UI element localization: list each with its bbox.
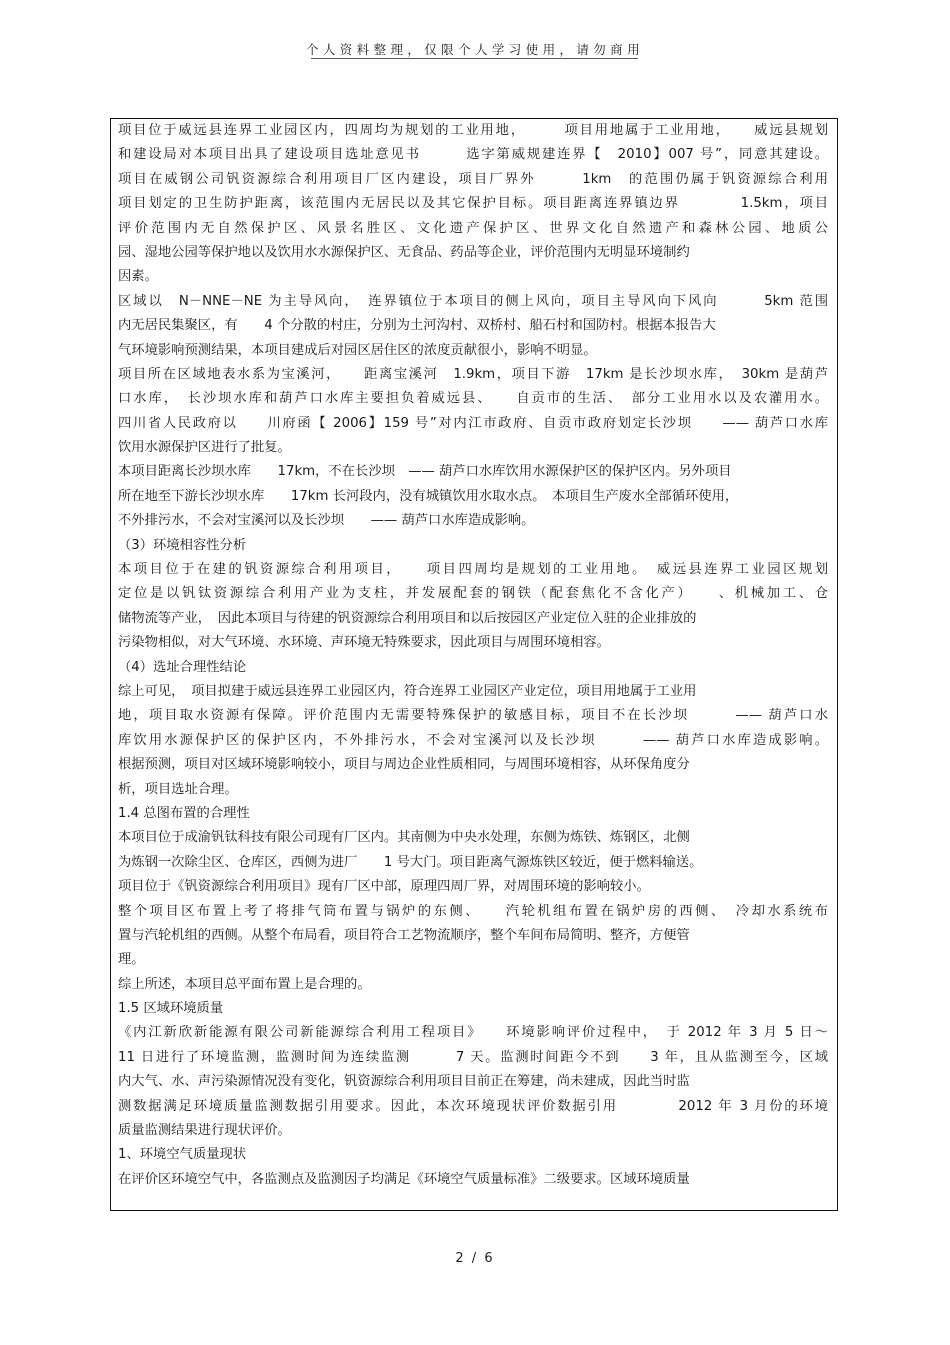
text-line: 1.4 总图布置的合理性	[118, 805, 250, 821]
text-line: 地，项目取水资源有保障。评价范围内无需要特殊保护的敏感目标，项目不在长沙坝 —— 葫芦口水	[118, 708, 828, 724]
text-line: 内无居民集聚区，有 4 个分散的村庄，分别为土河沟村、双桥村、船石村和国防村。根据本报告大	[118, 318, 716, 334]
text-line: 本项目距离长沙坝水库 17km，不在长沙坝 —— 葫芦口水库饮用水源保护区的保护区内。另外项目	[118, 464, 732, 480]
text-line: 11 日进行了环境监测，监测时间为连续监测 7 天。监测时间距今不到 3 年，且从监测至今，区域	[118, 1049, 828, 1065]
text-line: 因素。	[118, 269, 158, 285]
text-line: 项目位于威远县连界工业园区内，四周均为规划的工业用地， 项目用地属于工业用地， 威远县规划	[118, 123, 828, 138]
text-line: 园、湿地公园等保护地以及饮用水水源保护区、无食品、药品等企业，评价范围内无明显环境制约	[118, 244, 690, 260]
text-line: 在评价区环境空气中，各监测点及监测因子均满足《环境空气质量标准》二级要求。区域环境质量	[118, 1171, 690, 1187]
text-line: 测数据满足环境质量监测数据引用要求。因此，本次环境现状评价数据引用 2012 年 3 月份的环境	[118, 1098, 828, 1114]
text-line: 《内江新欣新能源有限公司新能源综合利用工程项目》 环境影响评价过程中， 于 2012 年 3 月 5 日～	[118, 1025, 828, 1041]
page-header: 个人资料整理，仅限个人学习使用，请勿商用	[305, 42, 644, 57]
text-line: 1、环境空气质量现状	[118, 1147, 247, 1163]
text-line: （4）选址合理性结论	[118, 659, 247, 675]
text-line: 整个项目区布置上考了将排气筒布置与锅炉的东侧、 汽轮机组布置在锅炉房的西侧、 冷却水系统布	[118, 903, 828, 919]
header-rule	[311, 58, 638, 59]
text-line: 理。	[118, 952, 145, 968]
text-line: 库饮用水源保护区的保护区内，不外排污水，不会对宝溪河以及长沙坝 —— 葫芦口水库造成影响。	[118, 732, 828, 748]
text-line: 项目所在区域地表水系为宝溪河， 距离宝溪河 1.9km，项目下游 17km 是长沙坝水库， 30km 是葫芦	[118, 366, 828, 382]
text-line: 和建设局对本项目出具了建设项目选址意见书 选字第威规建连界【 2010】007 号”，同意其建设。	[118, 147, 828, 163]
text-line: 不外排污水，不会对宝溪河以及长沙坝 —— 葫芦口水库造成影响。	[118, 513, 535, 529]
text-line: 根据预测，项目对区域环境影响较小，项目与周边企业性质相同，与周围环境相容，从环保角度分	[118, 757, 690, 773]
text-line: 项目划定的卫生防护距离，该范围内无居民以及其它保护目标。项目距离连界镇边界 1.5km，项目	[118, 196, 828, 212]
page-number: 2 / 6	[455, 1251, 495, 1266]
text-line: 所在地至下游长沙坝水库 17km 长河段内，没有城镇饮用水取水点。 本项目生产废水全部循环使用，	[118, 488, 739, 504]
text-line: 定位是以钒钛资源综合利用产业为支柱，并发展配套的钢铁（配套焦化不含化产） 、机械加工、仓	[118, 586, 828, 602]
text-line: 口水库， 长沙坝水库和葫芦口水库主要担负着威远县、 自贡市的生活、 部分工业用水以及农灌用水。	[118, 391, 828, 407]
text-line: 区域以 N－NNE－NE 为主导风向， 连界镇位于本项目的侧上风向，项目主导风向下风向 5km 范围	[118, 293, 828, 309]
text-line: 内大气、水、声污染源情况没有变化，钒资源综合利用项目目前正在筹建，尚未建成，因此当时监	[118, 1074, 690, 1090]
text-line: 污染物相似，对大气环境、水环境、声环境无特殊要求，因此项目与周围环境相容。	[118, 635, 610, 651]
text-line: 储物流等产业， 因此本项目与待建的钒资源综合利用项目和以后按园区产业定位入驻的企业排放的	[118, 610, 697, 626]
text-line: 评价范围内无自然保护区、风景名胜区、文化遗产保护区、世界文化自然遗产和森林公园、地质公	[118, 220, 828, 236]
text-line: 气环境影响预测结果，本项目建成后对园区居住区的浓度贡献很小，影响不明显。	[118, 342, 597, 358]
text-line: 本项目位于在建的钒资源综合利用项目， 项目四周均是规划的工业用地。 威远县连界工业园区规划	[118, 562, 828, 578]
text-line: 置与汽轮机组的西侧。从整个布局看，项目符合工艺物流顺序，整个车间布局简明、整齐，方便管	[118, 927, 690, 943]
text-line: 综上所述，本项目总平面布置上是合理的。	[118, 976, 371, 992]
text-line: 质量监测结果进行现状评价。	[118, 1123, 291, 1139]
text-line: 四川省人民政府以 川府函【 2006】159 号”对内江市政府、自贡市政府划定长沙坝 —— 葫芦口水库	[118, 415, 828, 431]
text-line: 饮用水源保护区进行了批复。	[118, 440, 291, 456]
text-line: 综上可见， 项目拟建于威远县连界工业园区内，符合连界工业园区产业定位，项目用地属于工业用	[118, 683, 697, 699]
text-line: 项目在威钢公司钒资源综合利用项目厂区内建设，项目厂界外 1km 的范围仍属于钒资源综合利用	[118, 171, 828, 187]
text-line: 本项目位于成渝钒钛科技有限公司现有厂区内。其南侧为中央水处理，东侧为炼铁、炼钢区，北侧	[118, 830, 690, 846]
text-line: 为炼钢一次除尘区、仓库区，西侧为进厂 1 号大门。项目距离气源炼铁区较近，便于燃料输送。	[118, 854, 703, 870]
text-line: 1.5 区域环境质量	[118, 1001, 224, 1017]
text-line: 析，项目选址合理。	[118, 781, 238, 797]
text-line: （3）环境相容性分析	[118, 537, 247, 553]
text-line: 项目位于《钒资源综合利用项目》现有厂区中部，原理四周厂界，对周围环境的影响较小。	[118, 879, 650, 895]
body-text	[118, 119, 828, 1192]
